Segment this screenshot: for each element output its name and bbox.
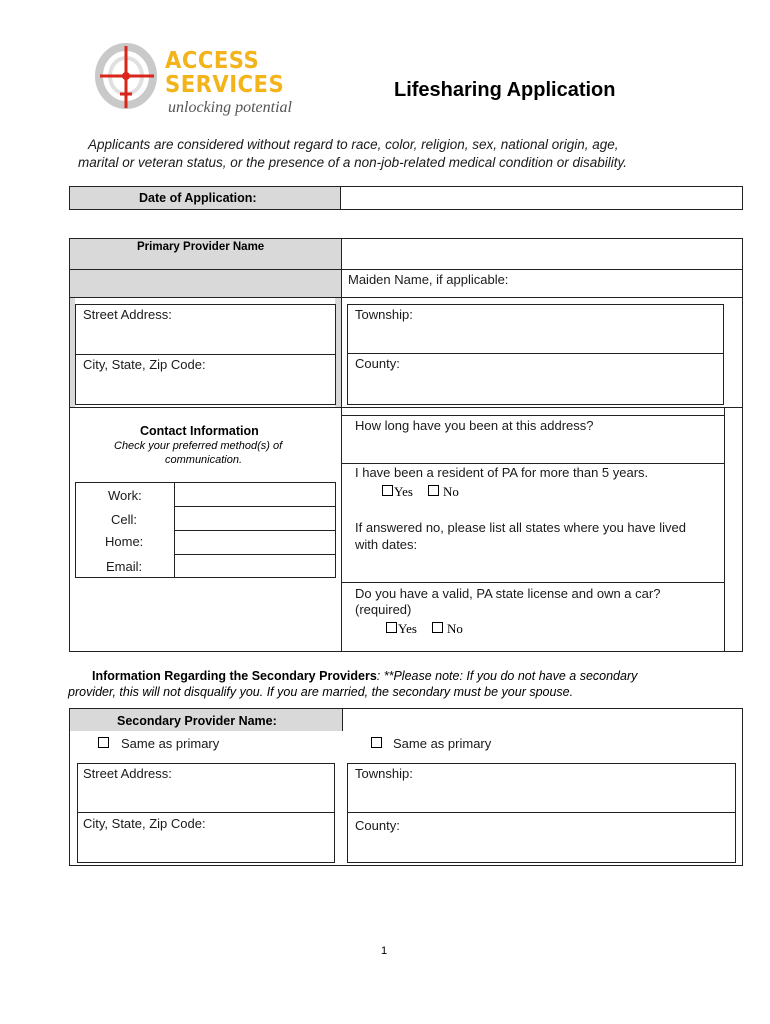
secondary-city-state-zip-label: City, State, Zip Code: [83, 816, 206, 831]
intro-line-1: Applicants are considered without regard to race, color, religion, sex, national origin, age, [88, 137, 619, 152]
contact-information-subtext-2: communication. [165, 454, 243, 466]
pa-resident-yes-checkbox[interactable] [382, 485, 393, 496]
secondary-provider-name-label: Secondary Provider Name: [117, 714, 277, 728]
maiden-name-label: Maiden Name, if applicable: [348, 272, 509, 287]
logo-tagline: unlocking potential [168, 99, 292, 116]
states-lived-field[interactable] [349, 555, 722, 580]
secondary-street-address-field[interactable] [79, 783, 333, 810]
logo-word-services: SERVICES [165, 72, 285, 98]
page-title: Lifesharing Application [394, 79, 616, 101]
license-car-no-checkbox[interactable] [432, 622, 443, 633]
contact-work-label: Work: [108, 488, 142, 503]
pa-resident-question: I have been a resident of PA for more than 5 years. [355, 465, 649, 480]
date-of-application-field[interactable] [342, 188, 740, 208]
primary-county-label: County: [355, 356, 400, 371]
primary-township-label: Township: [355, 307, 413, 322]
page-number: 1 [381, 945, 388, 957]
logo-mark-icon [94, 42, 160, 114]
contact-home-field[interactable] [176, 532, 334, 553]
how-long-at-address-label: How long have you been at this address? [355, 418, 594, 433]
license-car-question-2: (required) [355, 602, 412, 617]
contact-home-label: Home: [105, 534, 144, 549]
pa-resident-yes-label: Yes [394, 484, 413, 499]
secondary-county-label: County: [355, 818, 400, 833]
secondary-providers-heading: Information Regarding the Secondary Providers [92, 669, 377, 683]
if-no-states-label-1: If answered no, please list all states where you have lived [355, 520, 686, 535]
secondary-city-state-zip-field[interactable] [79, 834, 333, 861]
contact-email-field[interactable] [176, 556, 334, 577]
secondary-providers-info-line-2: provider, this will not disqualify you. If you are married, the secondary must be your spouse. [68, 685, 574, 699]
contact-cell-field[interactable] [176, 508, 334, 529]
primary-provider-name-field[interactable] [343, 240, 741, 268]
how-long-at-address-field[interactable] [349, 437, 722, 462]
primary-city-state-zip-field[interactable] [77, 375, 334, 403]
pa-resident-no-label: No [443, 484, 459, 499]
primary-township-field[interactable] [349, 324, 722, 351]
contact-email-label: Email: [106, 559, 143, 574]
contact-information-subtext-1: Check your preferred method(s) of [114, 440, 283, 452]
if-no-states-label-2: with dates: [355, 537, 418, 552]
secondary-county-field[interactable] [349, 836, 734, 861]
secondary-provider-name-field[interactable] [344, 710, 741, 730]
secondary-township-label: Township: [355, 766, 413, 781]
primary-city-state-zip-label: City, State, Zip Code: [83, 357, 206, 372]
pa-resident-no-checkbox[interactable] [428, 485, 439, 496]
primary-provider-name-label: Primary Provider Name [137, 241, 265, 253]
secondary-same-as-primary-label-left: Same as primary [121, 736, 220, 751]
secondary-same-as-primary-checkbox-left[interactable] [98, 737, 109, 748]
primary-street-address-field[interactable] [77, 324, 334, 352]
license-car-yes-checkbox[interactable] [386, 622, 397, 633]
primary-street-address-label: Street Address: [83, 307, 172, 322]
secondary-providers-note: : **Please note: If you do not have a secondary [376, 669, 638, 683]
secondary-same-as-primary-checkbox-right[interactable] [371, 737, 382, 748]
primary-county-field[interactable] [349, 374, 722, 403]
secondary-same-as-primary-label-right: Same as primary [393, 736, 492, 751]
contact-information-heading: Contact Information [140, 424, 259, 438]
intro-line-2: marital or veteran status, or the presence of a non-job-related medical condition or disability. [78, 155, 628, 170]
secondary-street-address-label: Street Address: [83, 766, 172, 781]
secondary-providers-info-line-1 [92, 670, 637, 683]
contact-work-field[interactable] [176, 484, 334, 505]
license-car-no-label: No [447, 621, 463, 636]
license-car-yes-label: Yes [398, 621, 417, 636]
logo-word-access: ACCESS [165, 48, 260, 74]
secondary-township-field[interactable] [349, 783, 734, 810]
contact-cell-label: Cell: [111, 512, 138, 527]
license-car-question-1: Do you have a valid, PA state license and own a car? [355, 586, 661, 601]
date-of-application-label: Date of Application: [139, 191, 257, 205]
